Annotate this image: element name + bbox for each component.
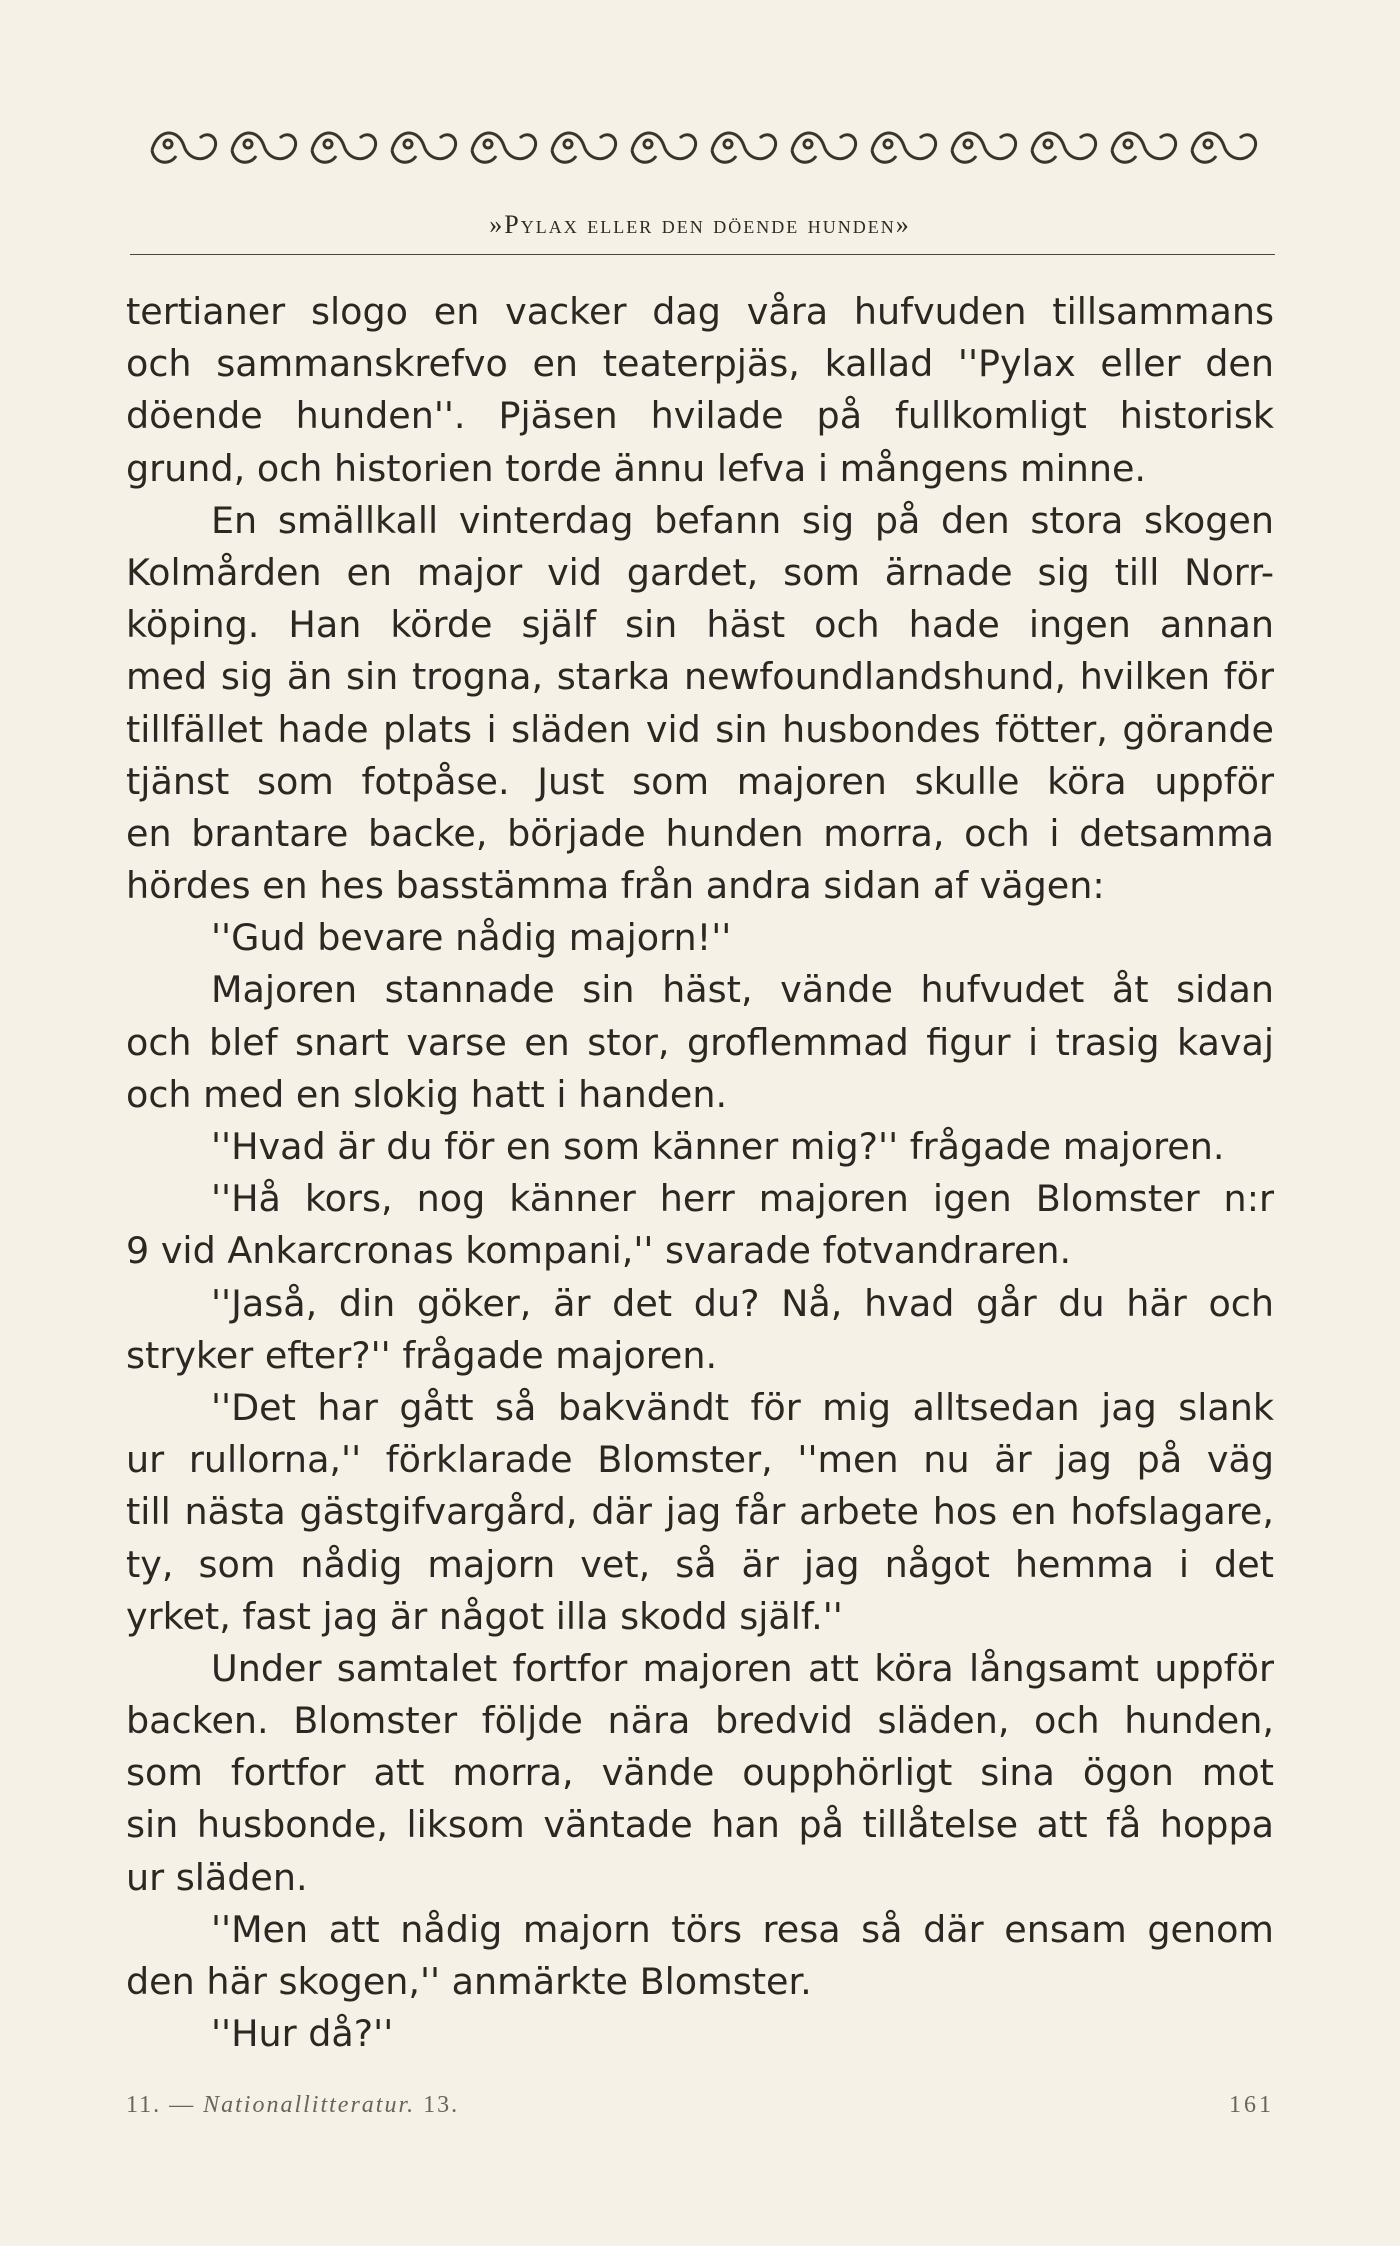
text-line: ''Gud bevare nådig majorn!'': [211, 916, 732, 960]
ornament-scroll: [632, 133, 696, 162]
ornament-dot: [404, 140, 412, 148]
ornament-scroll: [1192, 133, 1256, 162]
signature-number: 11.: [126, 2092, 162, 2118]
text-line: köping. Han körde själf sin häst och hade ingen annan: [126, 603, 1274, 647]
ornament-dot: [1204, 140, 1212, 148]
header-rule: [130, 254, 1275, 255]
ornament-scroll: [1112, 133, 1176, 162]
text-line: tillfället hade plats i släden vid sin husbondes fötter, görande: [126, 707, 1274, 751]
ornament-dot: [964, 140, 972, 148]
ornament-dot: [324, 140, 332, 148]
signature-title: Nationallitteratur.: [203, 2092, 416, 2118]
text-line: sin husbonde, liksom väntade han på tillåtelse att få hoppa: [126, 1803, 1274, 1847]
text-line: ''Hå kors, nog känner herr majoren igen Blomster n:r: [211, 1177, 1274, 1221]
ornament-dot: [884, 140, 892, 148]
decorative-ornament-band: [148, 120, 1268, 174]
signature-volume: 13.: [423, 2092, 460, 2118]
text-line: ty, som nådig majorn vet, så är jag något hemma i det: [126, 1542, 1274, 1586]
text-line: och sammanskrefvo en teaterpjäs, kallad ''Pylax eller den: [126, 342, 1274, 386]
text-line: och med en slokig hatt i handen.: [126, 1072, 728, 1116]
ornament-scroll: [792, 133, 856, 162]
running-head: »Pylax eller den döende hunden»: [489, 210, 911, 239]
ornament-scroll: [552, 133, 616, 162]
text-line: ur rullorna,'' förklarade Blomster, ''men nu är jag på väg: [126, 1438, 1274, 1482]
ornament-dot: [644, 140, 652, 148]
body-text: [126, 286, 1274, 2060]
text-line: som fortfor att morra, vände oupphörligt sina ögon mot: [126, 1751, 1274, 1795]
text-line: och blef snart varse en stor, groflemmad figur i trasig kavaj: [126, 1020, 1274, 1064]
ornament-dot: [164, 140, 172, 148]
ornament-dot: [1044, 140, 1052, 148]
text-line: backen. Blomster följde nära bredvid släden, och hunden,: [126, 1699, 1274, 1743]
text-line: tertianer slogo en vacker dag våra hufvuden tillsammans: [126, 290, 1274, 333]
text-line: Under samtalet fortfor majoren att köra långsamt uppför: [211, 1646, 1274, 1690]
page-number: 161: [1229, 2092, 1274, 2118]
text-line: ''Jaså, din göker, är det du? Nå, hvad går du här och: [211, 1281, 1274, 1325]
text-line: ur släden.: [126, 1855, 308, 1899]
text-line: med sig än sin trogna, starka newfoundlandshund, hvilken för: [126, 655, 1274, 699]
text-line: ''Det har gått så bakvändt för mig alltsedan jag slank: [211, 1385, 1274, 1429]
text-line: ''Hur då?'': [211, 2012, 394, 2056]
ornament-scroll: [232, 133, 296, 162]
text-line: Majoren stannade sin häst, vände hufvudet åt sidan: [211, 968, 1274, 1012]
signature-mark: [126, 2092, 459, 2119]
text-line: ''Hvad är du för en som känner mig?'' frågade majoren.: [211, 1125, 1225, 1168]
ornament-dot: [244, 140, 252, 148]
text-line: grund, och historien torde ännu lefva i mångens minne.: [126, 446, 1147, 490]
ornament-scroll: [472, 133, 536, 162]
ornament-dot: [564, 140, 572, 148]
ornament-scroll: [152, 133, 216, 162]
signature-dash: —: [169, 2092, 196, 2118]
text-line: hördes en hes basstämma från andra sidan af vägen:: [126, 864, 1105, 908]
text-line: till nästa gästgifvargård, där jag får arbete hos en hofslagare,: [126, 1490, 1274, 1534]
text-line: En smällkall vinterdag befann sig på den stora skogen: [211, 498, 1274, 542]
text-line: stryker efter?'' frågade majoren.: [126, 1333, 718, 1377]
ornament-scroll: [312, 133, 376, 162]
ornament-dot: [804, 140, 812, 148]
ornament-scroll: [712, 133, 776, 162]
ornament-dot: [484, 140, 492, 148]
ornament-dot: [1124, 140, 1132, 148]
text-line: 9 vid Ankarcronas kompani,'' svarade fotvandraren.: [126, 1229, 1072, 1273]
text-line: den här skogen,'' anmärkte Blomster.: [126, 1960, 812, 2003]
ornament-scroll: [1032, 133, 1096, 162]
ornament-scroll: [952, 133, 1016, 162]
text-line: Kolmården en major vid gardet, som ärnade sig till Norr-: [126, 550, 1274, 594]
text-line: döende hunden''. Pjäsen hvilade på fullkomligt historisk: [126, 394, 1274, 438]
text-line: tjänst som fotpåse. Just som majoren skulle köra uppför: [126, 759, 1274, 803]
text-line: en brantare backe, började hunden morra, och i detsamma: [126, 811, 1274, 855]
page-footer: [126, 2092, 1274, 2132]
text-line: yrket, fast jag är något illa skodd själf.'': [126, 1594, 843, 1638]
ornament-dot: [724, 140, 732, 148]
text-line: ''Men att nådig majorn törs resa så där ensam genom: [211, 1907, 1274, 1951]
ornament-scroll: [872, 133, 936, 162]
ornament-scroll: [392, 133, 456, 162]
